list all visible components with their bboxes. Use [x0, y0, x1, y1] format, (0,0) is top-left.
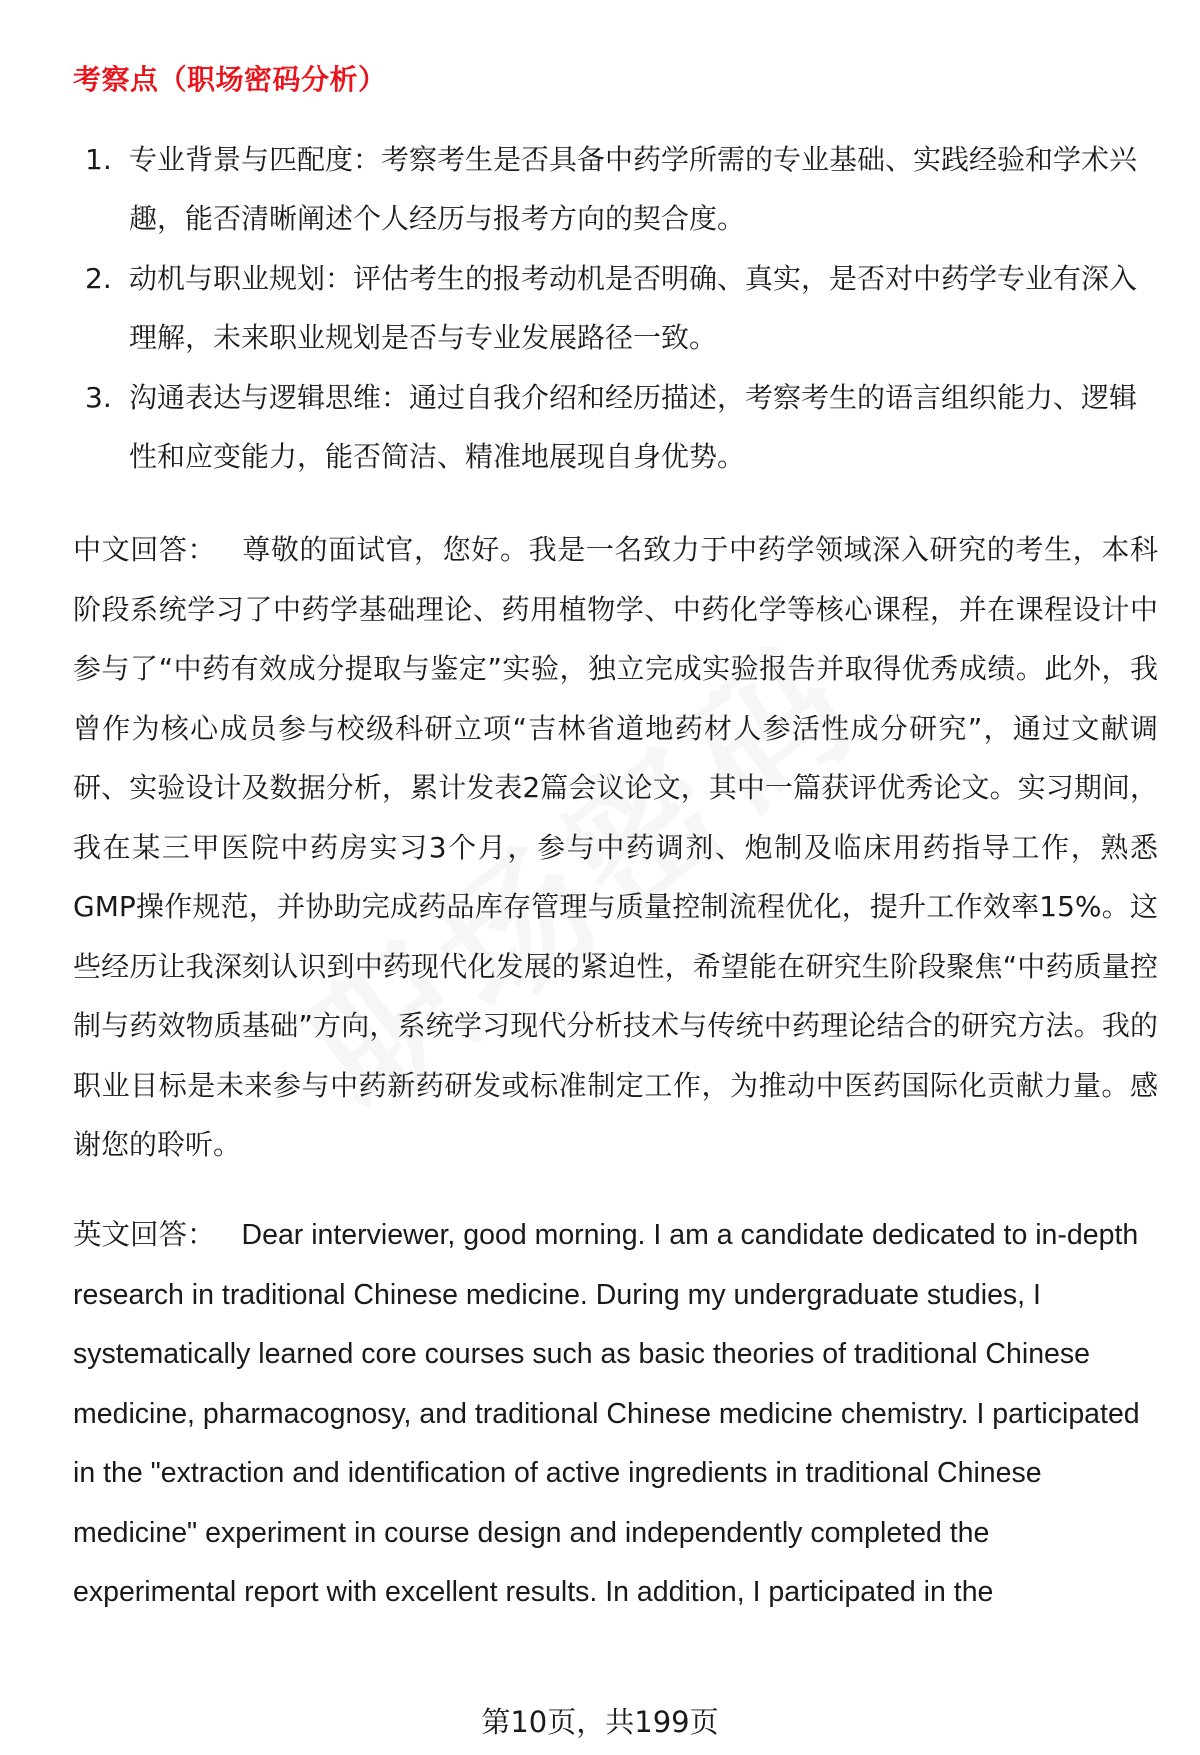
- assessment-points-list: [85, 130, 1145, 487]
- point-number: 1.: [85, 143, 112, 176]
- assessment-point: [85, 130, 1145, 248]
- assessment-point: [85, 368, 1145, 486]
- point-text: 专业背景与匹配度：考察考生是否具备中药学所需的专业基础、实践经验和学术兴趣，能否清晰阐述个人经历与报考方向的契合度。: [129, 143, 1138, 235]
- chinese-answer-label: 中文回答：: [73, 533, 217, 566]
- chinese-answer: [73, 520, 1158, 1175]
- page-footer: 第10页，共199页: [481, 1705, 719, 1739]
- section-title: 考察点（职场密码分析）: [73, 63, 387, 96]
- point-number: 2.: [85, 262, 112, 295]
- chinese-answer-text: 尊敬的面试官，您好。我是一名致力于中药学领域深入研究的考生，本科阶段系统学习了中药学基础理论、药用植物学、中药化学等核心课程，并在课程设计中参与了“中药有效成分提取与鉴定”实验，独立完成实验报告并取得优秀成绩。此外，我曾作为核心成员参与校级科研立项“吉林省道地药材人参活性成分研究”，通过文献调研、实验设计及数据分析，累计发表2篇会议论文，其中一篇获评优秀论文。实习期间，我在某三甲医院中药房实习3个月，参与中药调剂、炮制及临床用药指导工作，熟悉GMP操作规范，并协助完成药品库存管理与质量控制流程优化，提升工作效率15%。这些经历让我深刻认识到中药现代化发展的紧迫性，希望能在研究生阶段聚焦“中药质量控制与药效物质基础”方向，系统学习现代分析技术与传统中药理论结合的研究方法。我的职业目标是未来参与中药新药研发或标准制定工作，为推动中医药国际化贡献力量。感谢您的聆听。: [73, 533, 1158, 1161]
- assessment-point: [85, 249, 1145, 367]
- point-number: 3.: [85, 381, 112, 414]
- point-text: 动机与职业规划：评估考生的报考动机是否明确、真实，是否对中药学专业有深入理解，未来职业规划是否与专业发展路径一致。: [129, 262, 1138, 354]
- english-answer-text: Dear interviewer, good morning. I am a candidate dedicated to in-depth research in traditional Chinese medicine. During my undergraduate studies, I systematically learned core courses such as basic theories of traditional Chinese medicine, pharmacognosy, and traditional Chinese medicine chemistry. I participated in the "extraction and identification of active ingredients in traditional Chinese medicine" experiment in course design and independently completed the experimental report with excellent results. In addition, I participated in the: [73, 1219, 1140, 1608]
- point-text: 沟通表达与逻辑思维：通过自我介绍和经历描述，考察考生的语言组织能力、逻辑性和应变能力，能否简洁、精准地展现自身优势。: [129, 381, 1138, 473]
- english-answer-label: 英文回答：: [73, 1218, 216, 1251]
- english-answer: [73, 1205, 1153, 1623]
